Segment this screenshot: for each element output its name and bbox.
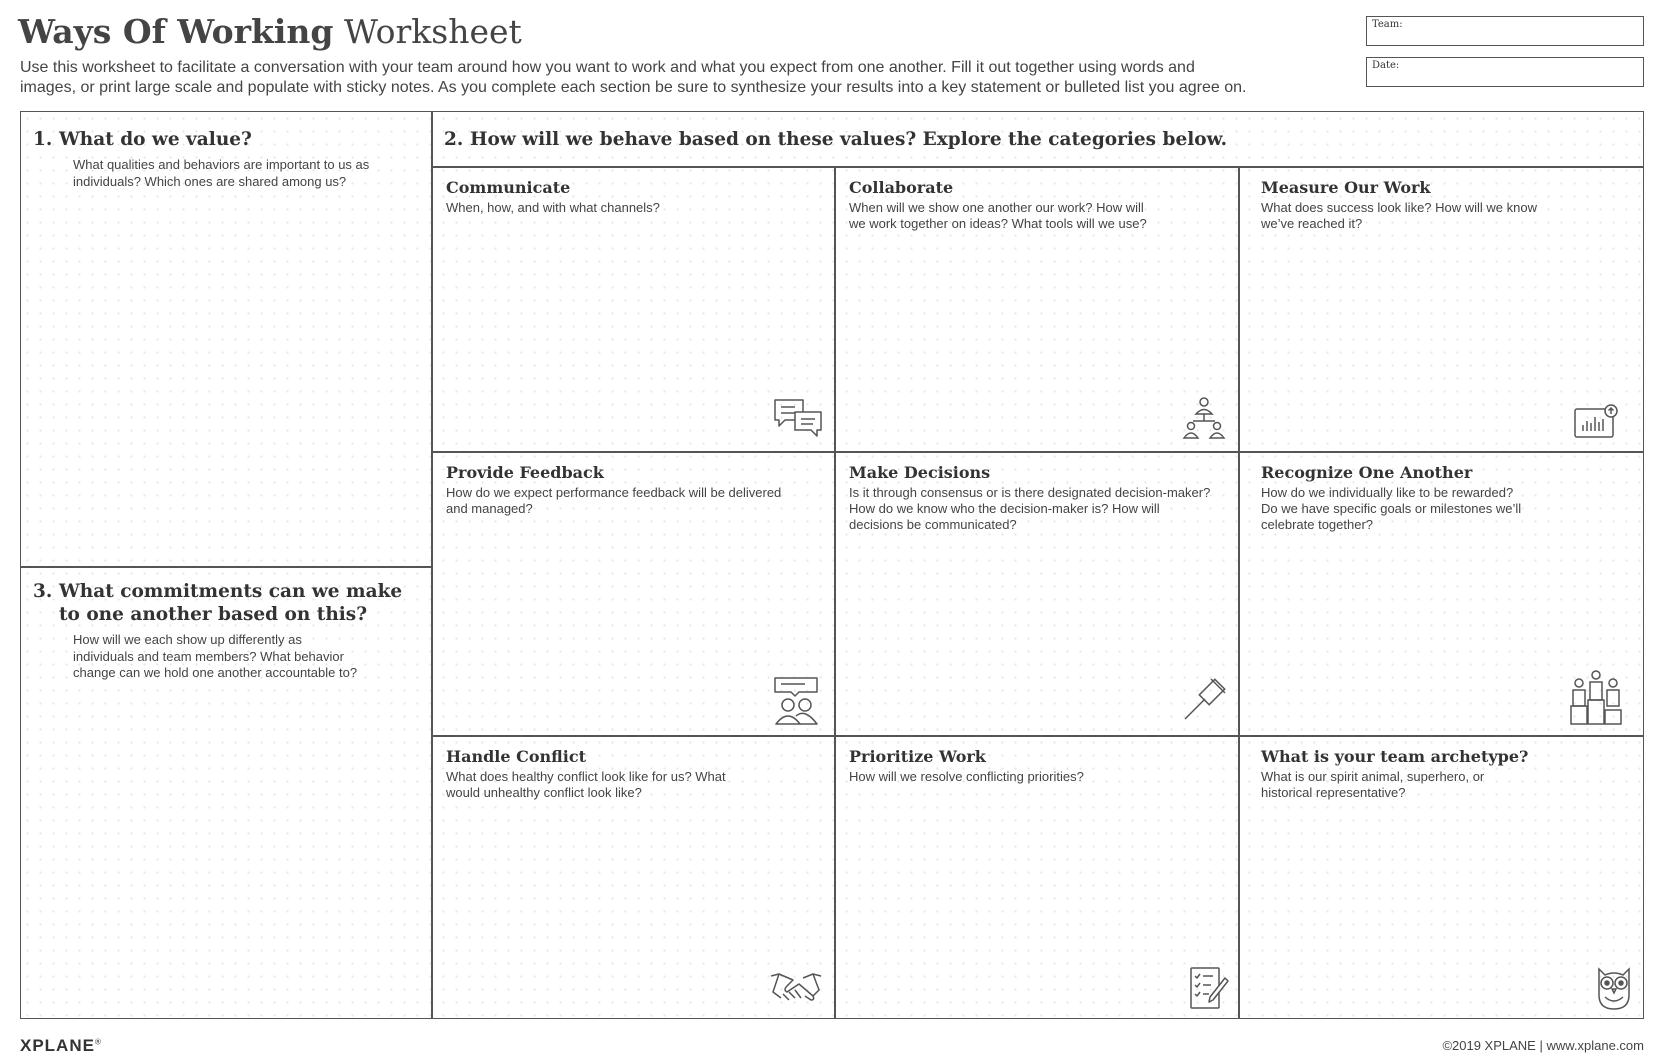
section-values-desc <box>73 157 413 190</box>
section-number: 3. <box>33 581 53 602</box>
desc-line: decisions be communicated? <box>849 517 1017 532</box>
desc-line: What does success look like? How will we know <box>1261 200 1537 215</box>
category-desc <box>849 769 1229 785</box>
title-line: to one another based on this? <box>59 604 368 625</box>
gavel-icon <box>1181 675 1229 723</box>
category-title: Make Decisions <box>849 463 991 482</box>
category-communicate[interactable] <box>446 178 826 448</box>
desc-line: would unhealthy conflict look like? <box>446 785 642 800</box>
category-team-archetype[interactable] <box>1261 747 1631 1015</box>
team-network-icon <box>1181 396 1227 442</box>
category-collaborate[interactable] <box>849 178 1229 448</box>
category-desc <box>849 200 1229 232</box>
desc-line: What does healthy conflict look like for us? What <box>446 769 726 784</box>
divider-header-row <box>432 166 1644 168</box>
registered-mark: ® <box>94 1037 102 1047</box>
section-title: How will we behave based on these values? Explore the categories below. <box>470 129 1228 150</box>
desc-line: and managed? <box>446 501 533 516</box>
podium-icon <box>1569 670 1623 726</box>
desc-line: individuals? Which ones are shared among us? <box>73 173 347 189</box>
desc-line: When, how, and with what channels? <box>446 200 660 215</box>
desc-line: we work together on ideas? What tools will we use? <box>849 216 1147 231</box>
section-title: What do we value? <box>59 129 252 150</box>
category-title: Measure Our Work <box>1261 178 1431 197</box>
desc-line: How do we individually like to be rewarded? <box>1261 485 1514 500</box>
divider-column-2 <box>834 166 836 1018</box>
category-title: Recognize One Another <box>1261 463 1473 482</box>
divider-row-2 <box>432 735 1644 737</box>
team-field[interactable] <box>1366 16 1644 46</box>
desc-line: we’ve reached it? <box>1261 216 1363 231</box>
desc-line: What qualities and behaviors are important to us as <box>73 157 370 172</box>
desc-line: Do we have specific goals or milestones we’ll <box>1261 501 1522 516</box>
section-title <box>59 580 402 626</box>
category-desc <box>849 485 1229 533</box>
category-desc <box>1261 769 1631 801</box>
section-commitments[interactable] <box>33 580 413 682</box>
intro-text <box>20 58 1270 98</box>
desc-line: When will we show one another our work? How will <box>849 200 1144 215</box>
intro-line-1: Use this worksheet to facilitate a conversation with your team around how you want to work and what you expect from one another. Fill it out together using words and <box>20 59 1195 76</box>
intro-line-2: images, or print large scale and populate with sticky notes. As you complete each section be sure to synthesize your results into a key statement or bulleted list you agree on. <box>20 79 1247 96</box>
title-bold: Ways Of Working <box>18 12 334 51</box>
copyright-text: ©2019 XPLANE | www.xplane.com <box>1442 1038 1644 1053</box>
section-commitments-desc <box>73 632 413 682</box>
category-desc <box>1261 200 1631 232</box>
category-provide-feedback[interactable] <box>446 463 826 731</box>
desc-line: celebrate together? <box>1261 517 1374 532</box>
title-line: What commitments can we make <box>59 581 403 602</box>
section-behaviors <box>444 128 1624 151</box>
category-title: Collaborate <box>849 178 954 197</box>
category-title: Communicate <box>446 178 571 197</box>
owl-icon <box>1593 965 1635 1011</box>
category-title: Provide Feedback <box>446 463 604 482</box>
desc-line: historical representative? <box>1261 785 1406 800</box>
xplane-logo <box>20 1036 102 1056</box>
handshake-icon <box>769 970 823 1004</box>
desc-line: How will we each show up differently as <box>73 632 302 647</box>
desc-line: How do we expect performance feedback will be delivered <box>446 485 782 500</box>
logo-text: XPLANE <box>20 1036 95 1055</box>
section-values[interactable] <box>33 128 413 190</box>
divider-left-column <box>431 112 433 1018</box>
divider-left-sections <box>21 566 432 568</box>
team-label: Team: <box>1372 19 1403 30</box>
divider-row-1 <box>432 451 1644 453</box>
desc-line: How do we know who the decision-maker is? How will <box>849 501 1160 516</box>
section-behaviors-heading <box>444 128 1624 151</box>
category-desc <box>446 200 826 216</box>
desc-line: change can we hold one another accountable to? <box>73 665 358 680</box>
desc-line: Is it through consensus or is there designated decision-maker? <box>849 485 1211 500</box>
checklist-icon <box>1189 966 1229 1010</box>
section-values-heading <box>33 128 413 151</box>
date-field[interactable] <box>1366 57 1644 87</box>
category-title: Handle Conflict <box>446 747 587 766</box>
title-light: Worksheet <box>343 12 522 51</box>
section-commitments-heading <box>33 580 413 626</box>
category-desc <box>446 485 826 517</box>
desc-line: How will we resolve conflicting priorities? <box>849 769 1084 784</box>
category-desc <box>1261 485 1631 533</box>
feedback-people-icon <box>773 676 821 728</box>
section-number: 1. <box>33 129 53 150</box>
divider-column-3 <box>1238 166 1240 1018</box>
category-title: What is your team archetype? <box>1261 747 1529 766</box>
chat-bubbles-icon <box>773 398 823 440</box>
chart-board-icon <box>1573 403 1619 439</box>
section-number: 2. <box>444 129 464 150</box>
page-title <box>18 12 522 51</box>
category-prioritize-work[interactable] <box>849 747 1229 1015</box>
date-label: Date: <box>1372 60 1400 71</box>
worksheet-grid <box>20 111 1644 1019</box>
category-title: Prioritize Work <box>849 747 986 766</box>
category-desc <box>446 769 826 801</box>
category-make-decisions[interactable] <box>849 463 1229 731</box>
desc-line: individuals and team members? What behavior <box>73 648 344 664</box>
desc-line: What is our spirit animal, superhero, or <box>1261 769 1485 784</box>
